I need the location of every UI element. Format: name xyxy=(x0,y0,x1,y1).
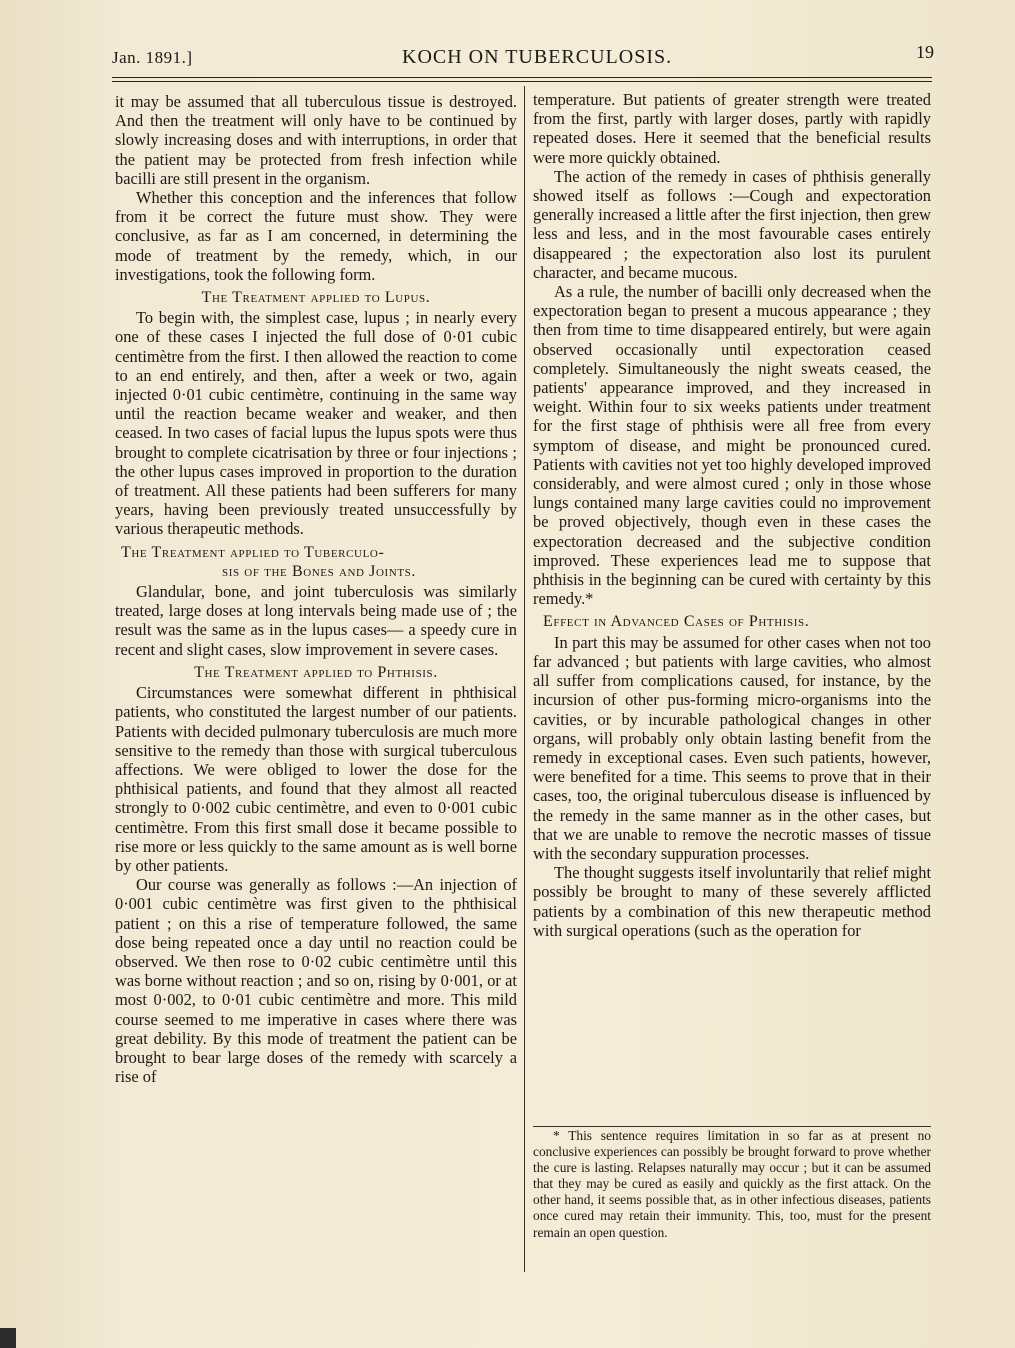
page-header xyxy=(112,42,934,72)
paragraph: The thought suggests itself involuntarily that relief might possibly be brought to many of these severely afflicted patients by a combination of this new therapeutic method with surgical operations (such as the operation for xyxy=(533,863,931,940)
right-column xyxy=(533,90,931,940)
paragraph: In part this may be assumed for other cases when not too far advanced ; but patients with large cavities, who almost all suffer from complications caused, for instance, by the incursion of other pus-forming micro-organisms into the cavities, or by incurable pathological changes in other organs, will probably only obtain lasting benefit from the remedy in exceptional cases. Even such patients, however, were benefited for a time. This seems to prove that in their cases, too, the original tuberculous disease is influenced by the remedy in the same manner as in the other cases, but that we are unable to remove the necrotic masses of tissue with the secondary suppuration processes. xyxy=(533,632,931,863)
paragraph: To begin with, the simplest case, lupus ; in nearly every one of these cases I injected the full dose of 0·01 cubic centimètre from the first. I then allowed the reaction to come to an end entirely, and then, after a week or two, again injected 0·01 cubic centimètre, continuing in the same way until the reaction became weaker and weaker, and then ceased. In two cases of facial lupus the lupus spots were thus brought to complete cicatrisation by three or four injections ; the other lupus cases improved in proportion to the duration of treatment. All these patients had been sufferers for many years, having been previously treated unsuccessfully by various therapeutic methods. xyxy=(115,308,517,539)
running-title: KOCH ON TUBERCULOSIS. xyxy=(402,46,673,68)
header-rule-thin xyxy=(112,81,932,82)
paragraph: Circumstances were somewhat different in phthisical patients, who constituted the largest number of our patients. Patients with decided pulmonary tuberculosis are much more sensitive to the remedy than those with surgical tuberculous affections. We were obliged to lower the dose for the phthisical patients, and found that they almost all reacted strongly to 0·002 cubic centimètre, and even to 0·001 cubic centimètre. From this first small dose it became possible to rise more or less quickly to the same amount as is well borne by other patients. xyxy=(115,683,517,875)
header-rule-thick xyxy=(112,77,932,78)
footnote-rule xyxy=(533,1126,931,1127)
section-heading-bones-joints xyxy=(115,543,517,581)
footnote xyxy=(533,1128,931,1241)
heading-line-2: sis of the Bones and Joints. xyxy=(222,562,416,580)
paragraph: Whether this conception and the inferences that follow from it be correct the future must show. They were conclusive, as far as I am concerned, in determining the mode of treatment by the remedy, which, in our investigations, took the following form. xyxy=(115,188,517,284)
paragraph: Our course was generally as follows :—An injection of 0·001 cubic centimètre was first given to the phthisical patient ; on this a rise of temperature followed, the same dose being repeated once a day until no reaction could be observed. We then rose to 0·02 cubic centimètre until this was borne without reaction ; and so on, rising by 0·001, or at most 0·002, to 0·01 cubic centimètre and more. This mild course seemed to me imperative in cases where there was great debility. By this mode of treatment the patient can be brought to bear large doses of the remedy with scarcely a rise of xyxy=(115,875,517,1087)
section-heading-lupus: The Treatment applied to Lupus. xyxy=(201,289,431,307)
page-number: 19 xyxy=(916,42,934,62)
scan-edge-mark xyxy=(0,1328,16,1348)
heading-line-1: The Treatment applied to Tuberculo- xyxy=(121,543,385,561)
paragraph: As a rule, the number of bacilli only decreased when the expectoration began to present a mucous appearance ; they then from time to time disappeared entirely, but were again observed occasionally until expectoration ceased completely. Simultaneously the night sweats ceased, the patients' appearance improved, and they increased in weight. Within four to six weeks patients under treatment for the first stage of phthisis were all free from every symptom of disease, and might be pronounced cured. Patients with cavities not yet too highly developed improved considerably, and were almost cured ; only in those whose lungs contained many large cavities could no improvement be proved objectively, though even in these cases the expectoration decreased and the subjective condition improved. These experiences lead me to suppose that phthisis in the beginning can be cured with certainty by this remedy.* xyxy=(533,282,931,609)
left-column xyxy=(115,92,517,1086)
paragraph: temperature. But patients of greater strength were treated from the first, partly with larger doses, partly with rapidly repeated doses. Here it seemed that the beneficial results were more quickly obtained. xyxy=(533,90,931,167)
paragraph: The action of the remedy in cases of phthisis generally showed itself as follows :—Cough and expectoration generally increased a little after the first injection, then grew less and less, and in the most favourable cases entirely disappeared ; the expectoration also lost its purulent character, and became mucous. xyxy=(533,166,931,282)
section-heading-advanced-cases: Effect in Advanced Cases of Phthisis. xyxy=(543,613,810,631)
issue-date: Jan. 1891.] xyxy=(112,48,193,67)
footnote-text: * This sentence requires limitation in so far as at present no conclusive experiences can possibly be brought forward to prove whether the cure is lasting. Relapses naturally may occur ; but it can be assumed that they may be cured as easily and quickly as the first attack. On the other hand, it seems possible that, as in other infectious diseases, patients once cured may retain their immunity. This, too, must for the present remain an open question. xyxy=(533,1128,931,1240)
paragraph: Glandular, bone, and joint tuberculosis was similarly treated, large doses at long intervals being made use of ; the result was the same as in the lupus cases— a speedy cure in recent and slight cases, slow improvement in severe cases. xyxy=(115,582,517,659)
section-heading-phthisis: The Treatment applied to Phthisis. xyxy=(194,663,438,681)
column-divider xyxy=(524,86,525,1272)
paragraph: it may be assumed that all tuberculous tissue is destroyed. And then the treatment will only have to be continued by slowly increasing doses and with interruptions, in order that the patient may be protected from fresh infection while bacilli are still present in the organism. xyxy=(115,92,517,188)
